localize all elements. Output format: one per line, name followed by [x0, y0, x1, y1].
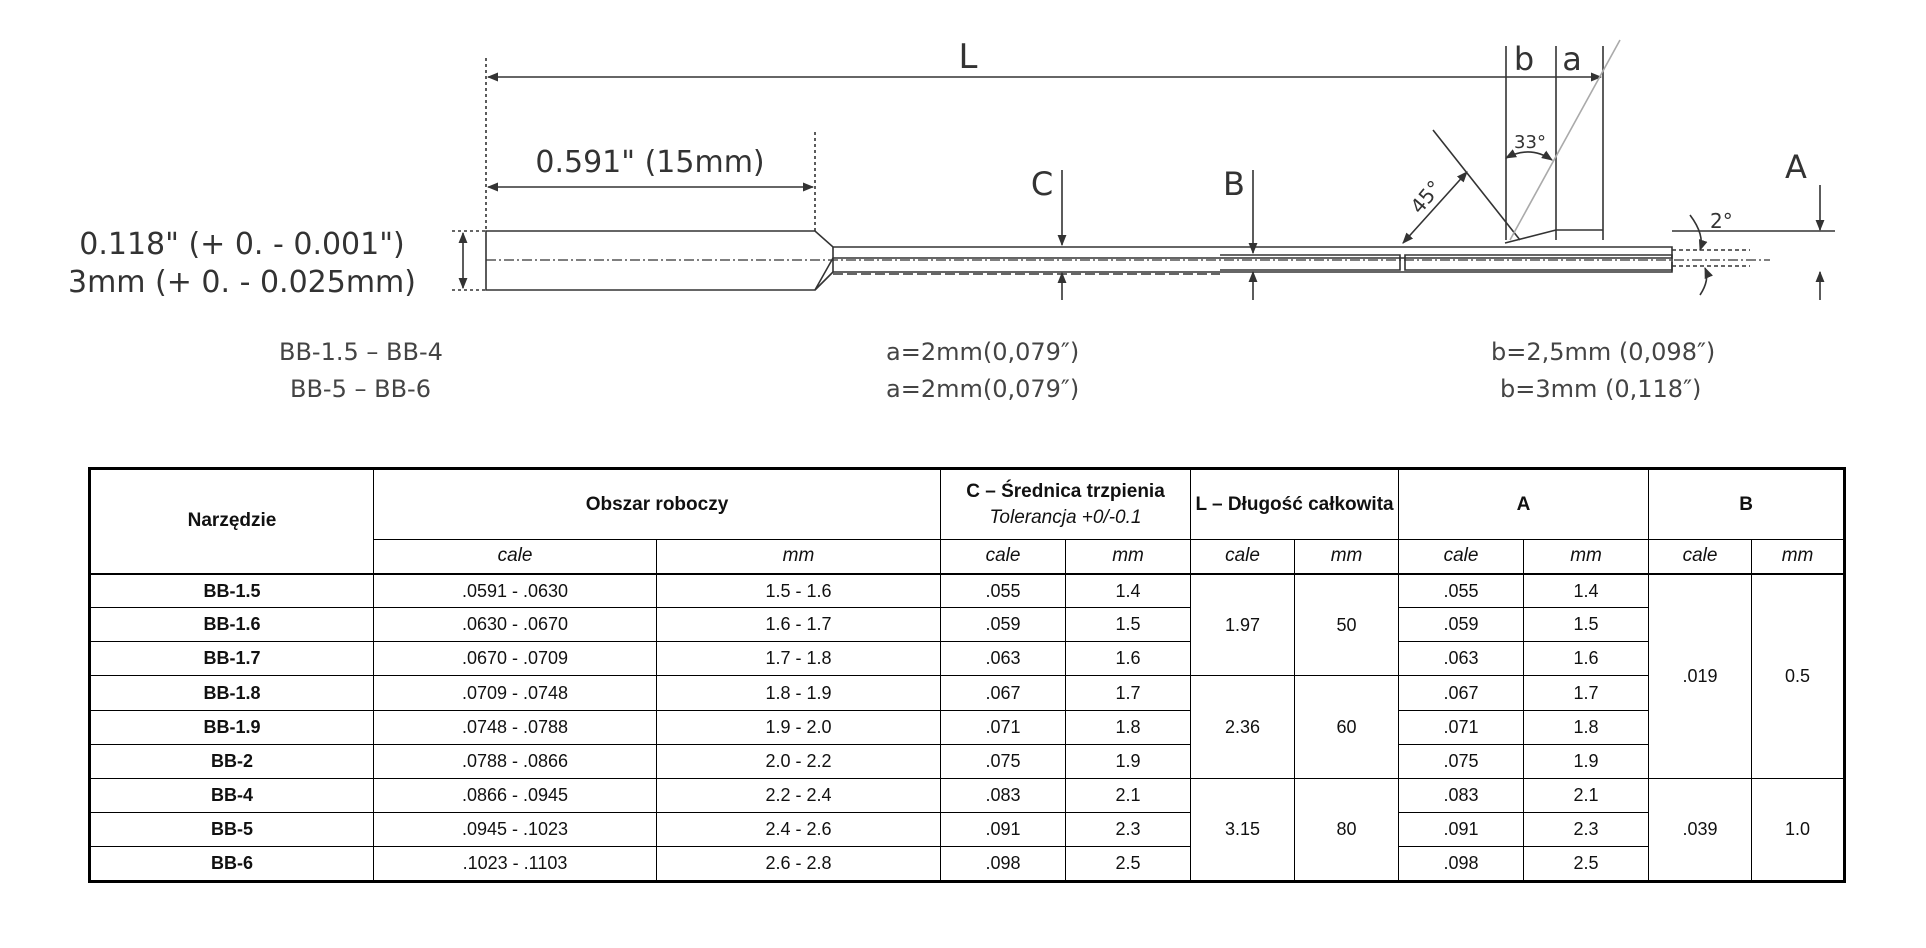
table-row — [91, 676, 1844, 710]
label-angle-2: 2° — [1710, 209, 1733, 233]
cell-tool: BB-4 — [91, 778, 374, 812]
subheader-mm: mm — [1524, 540, 1649, 574]
cell-work-area-inch: .1023 - .1103 — [374, 846, 657, 880]
cell-tool: BB-6 — [91, 846, 374, 880]
cell-work-area-mm: 2.0 - 2.2 — [657, 744, 941, 778]
cell-work-area-mm: 1.9 - 2.0 — [657, 710, 941, 744]
cell-tool: BB-1.6 — [91, 608, 374, 642]
cell-A-inch: .067 — [1399, 676, 1524, 710]
cell-shank-mm: 2.1 — [1066, 778, 1191, 812]
cell-A-inch: .059 — [1399, 608, 1524, 642]
cell-length-inch: 2.36 — [1191, 676, 1295, 778]
cell-tool: BB-1.8 — [91, 676, 374, 710]
spec-table — [90, 469, 1844, 881]
cell-shank-mm: 1.9 — [1066, 744, 1191, 778]
cell-tool: BB-1.7 — [91, 642, 374, 676]
cell-work-area-inch: .0591 - .0630 — [374, 574, 657, 608]
cell-A-mm: 1.4 — [1524, 574, 1649, 608]
label-L: L — [958, 37, 978, 77]
table-row — [91, 710, 1844, 744]
cell-A-inch: .083 — [1399, 778, 1524, 812]
cell-A-mm: 1.7 — [1524, 676, 1649, 710]
cell-work-area-mm: 1.8 - 1.9 — [657, 676, 941, 710]
subheader-mm: mm — [1752, 540, 1844, 574]
cell-work-area-inch: .0788 - .0866 — [374, 744, 657, 778]
cell-work-area-inch: .0709 - .0748 — [374, 676, 657, 710]
header-tool: Narzędzie — [91, 470, 374, 574]
cell-tool: BB-2 — [91, 744, 374, 778]
cell-A-inch: .071 — [1399, 710, 1524, 744]
cell-A-inch: .075 — [1399, 744, 1524, 778]
header-length: L – Długość całkowita — [1191, 470, 1399, 540]
cell-A-mm: 2.5 — [1524, 846, 1649, 880]
subheader-mm: mm — [1295, 540, 1399, 574]
cell-shank-inch: .098 — [941, 846, 1066, 880]
variant-b-2: b=3mm (0,118″) — [1500, 375, 1702, 403]
cell-shank-inch: .075 — [941, 744, 1066, 778]
cell-work-area-mm: 2.4 - 2.6 — [657, 812, 941, 846]
cell-length-mm: 60 — [1295, 676, 1399, 778]
cell-work-area-mm: 2.2 - 2.4 — [657, 778, 941, 812]
cell-A-mm: 2.3 — [1524, 812, 1649, 846]
label-a: a — [1562, 40, 1582, 78]
label-diameter-mm: 3mm (+ 0. - 0.025mm) — [67, 265, 417, 300]
cell-work-area-mm: 1.7 - 1.8 — [657, 642, 941, 676]
subheader-inch: cale — [1399, 540, 1524, 574]
table-row — [91, 574, 1844, 608]
cell-A-inch: .063 — [1399, 642, 1524, 676]
subheader-inch: cale — [374, 540, 657, 574]
cell-B-mm: 0.5 — [1752, 574, 1844, 778]
cell-work-area-inch: .0630 - .0670 — [374, 608, 657, 642]
table-row — [91, 812, 1844, 846]
cell-shank-mm: 1.7 — [1066, 676, 1191, 710]
table-row — [91, 778, 1844, 812]
variant-range-2: BB-5 – BB-6 — [290, 375, 431, 403]
variant-range-1: BB-1.5 – BB-4 — [279, 338, 443, 366]
table-header-row — [91, 470, 1844, 540]
cell-shank-mm: 1.5 — [1066, 608, 1191, 642]
header-shank — [941, 470, 1191, 540]
cell-A-mm: 1.5 — [1524, 608, 1649, 642]
cell-shank-inch: .071 — [941, 710, 1066, 744]
cell-length-inch: 1.97 — [1191, 574, 1295, 676]
cell-shank-mm: 2.5 — [1066, 846, 1191, 880]
header-shank-tolerance: Tolerancja +0/-0.1 — [989, 506, 1142, 528]
cell-B-inch: .019 — [1649, 574, 1752, 778]
cell-tool: BB-1.5 — [91, 574, 374, 608]
cell-A-inch: .055 — [1399, 574, 1524, 608]
variant-a-2: a=2mm(0,079″) — [886, 375, 1080, 403]
header-work-area: Obszar roboczy — [374, 470, 941, 540]
cell-work-area-mm: 2.6 - 2.8 — [657, 846, 941, 880]
label-C: C — [1030, 165, 1054, 203]
label-angle-45: 45° — [1405, 175, 1447, 219]
subheader-inch: cale — [1649, 540, 1752, 574]
label-diameter-inch: 0.118" (+ 0. - 0.001") — [79, 227, 405, 262]
cell-shank-mm: 1.4 — [1066, 574, 1191, 608]
subheader-inch: cale — [1191, 540, 1295, 574]
cell-B-mm: 1.0 — [1752, 778, 1844, 880]
header-shank-title: C – Średnica trzpienia — [966, 480, 1165, 502]
cell-B-inch: .039 — [1649, 778, 1752, 880]
label-B: B — [1223, 165, 1245, 203]
cell-length-mm: 80 — [1295, 778, 1399, 880]
cell-A-mm: 1.9 — [1524, 744, 1649, 778]
cell-shank-inch: .067 — [941, 676, 1066, 710]
subheader-inch: cale — [941, 540, 1066, 574]
header-B: B — [1649, 470, 1844, 540]
label-angle-33: 33° — [1514, 132, 1546, 153]
label-A: A — [1785, 148, 1807, 186]
variant-b-1: b=2,5mm (0,098″) — [1491, 338, 1716, 366]
cell-length-inch: 3.15 — [1191, 778, 1295, 880]
variant-a-1: a=2mm(0,079″) — [886, 338, 1080, 366]
cell-A-mm: 2.1 — [1524, 778, 1649, 812]
table-row — [91, 744, 1844, 778]
table-row — [91, 608, 1844, 642]
cell-work-area-mm: 1.5 - 1.6 — [657, 574, 941, 608]
table-row — [91, 642, 1844, 676]
cell-shank-inch: .059 — [941, 608, 1066, 642]
cell-work-area-inch: .0670 - .0709 — [374, 642, 657, 676]
cell-length-mm: 50 — [1295, 574, 1399, 676]
subheader-mm: mm — [1066, 540, 1191, 574]
cell-A-inch: .098 — [1399, 846, 1524, 880]
cell-A-mm: 1.8 — [1524, 710, 1649, 744]
cell-shank-mm: 1.8 — [1066, 710, 1191, 744]
cell-work-area-mm: 1.6 - 1.7 — [657, 608, 941, 642]
cell-work-area-inch: .0945 - .1023 — [374, 812, 657, 846]
cell-shank-inch: .055 — [941, 574, 1066, 608]
cell-shank-inch: .083 — [941, 778, 1066, 812]
cell-work-area-inch: .0748 - .0788 — [374, 710, 657, 744]
cell-shank-inch: .063 — [941, 642, 1066, 676]
cell-tool: BB-1.9 — [91, 710, 374, 744]
cell-shank-mm: 1.6 — [1066, 642, 1191, 676]
label-shank-length: 0.591" (15mm) — [535, 145, 765, 180]
angle-arc-2 — [1690, 215, 1701, 250]
header-A: A — [1399, 470, 1649, 540]
table-row — [91, 846, 1844, 880]
cell-shank-mm: 2.3 — [1066, 812, 1191, 846]
cell-A-inch: .091 — [1399, 812, 1524, 846]
cell-tool: BB-5 — [91, 812, 374, 846]
cell-shank-inch: .091 — [941, 812, 1066, 846]
cell-A-mm: 1.6 — [1524, 642, 1649, 676]
label-b: b — [1513, 40, 1535, 78]
cell-work-area-inch: .0866 - .0945 — [374, 778, 657, 812]
subheader-mm: mm — [657, 540, 941, 574]
angle-line-45 — [1433, 130, 1520, 240]
